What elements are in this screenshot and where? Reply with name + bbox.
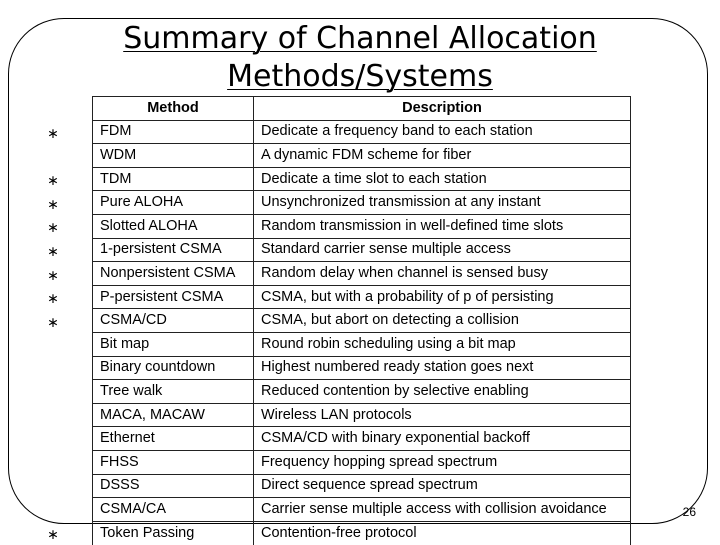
method-cell: Ethernet [93, 427, 254, 451]
table-row [93, 214, 631, 238]
method-cell: Bit map [93, 332, 254, 356]
table-row [93, 191, 631, 215]
description-cell: Random transmission in well-defined time slots [254, 214, 631, 238]
description-cell: CSMA, but abort on detecting a collision [254, 309, 631, 333]
method-cell: DSSS [93, 474, 254, 498]
bullet-marker: ∗ [47, 219, 59, 236]
description-cell: Reduced contention by selective enabling [254, 380, 631, 404]
description-cell: Round robin scheduling using a bit map [254, 332, 631, 356]
bullet-marker: ∗ [47, 172, 59, 189]
bullet-marker: ∗ [47, 290, 59, 307]
column-header-description: Description [254, 97, 631, 121]
table-row [93, 332, 631, 356]
table-row [93, 285, 631, 309]
description-cell: Standard carrier sense multiple access [254, 238, 631, 262]
method-cell: P-persistent CSMA [93, 285, 254, 309]
bullet-marker: ∗ [47, 313, 59, 330]
table-row [93, 521, 631, 545]
table-row [93, 474, 631, 498]
column-header-method: Method [93, 97, 254, 121]
method-cell: CSMA/CA [93, 498, 254, 522]
method-cell: Slotted ALOHA [93, 214, 254, 238]
method-cell: Token Passing [93, 521, 254, 545]
description-cell: Wireless LAN protocols [254, 403, 631, 427]
title-line-1: Summary of Channel Allocation [123, 21, 597, 56]
bullet-marker: ∗ [47, 266, 59, 283]
page-number: 26 [682, 505, 696, 519]
method-cell: CSMA/CD [93, 309, 254, 333]
description-cell: CSMA/CD with binary exponential backoff [254, 427, 631, 451]
method-cell: 1-persistent CSMA [93, 238, 254, 262]
description-cell: Direct sequence spread spectrum [254, 474, 631, 498]
bullet-marker: ∗ [47, 526, 59, 543]
method-cell: Pure ALOHA [93, 191, 254, 215]
method-cell: WDM [93, 144, 254, 168]
table-row [93, 120, 631, 144]
table-row [93, 309, 631, 333]
description-cell: Frequency hopping spread spectrum [254, 450, 631, 474]
bullet-marker: ∗ [47, 195, 59, 212]
description-cell: A dynamic FDM scheme for fiber [254, 144, 631, 168]
description-cell: CSMA, but with a probability of p of persisting [254, 285, 631, 309]
bullet-marker: ∗ [47, 125, 59, 142]
table-row [93, 262, 631, 286]
table-row [93, 380, 631, 404]
description-cell: Carrier sense multiple access with collision avoidance [254, 498, 631, 522]
description-cell: Random delay when channel is sensed busy [254, 262, 631, 286]
method-cell: Tree walk [93, 380, 254, 404]
description-cell: Dedicate a frequency band to each station [254, 120, 631, 144]
description-cell: Unsynchronized transmission at any instant [254, 191, 631, 215]
description-cell: Highest numbered ready station goes next [254, 356, 631, 380]
method-cell: FDM [93, 120, 254, 144]
method-cell: FHSS [93, 450, 254, 474]
method-cell: TDM [93, 167, 254, 191]
method-cell: Nonpersistent CSMA [93, 262, 254, 286]
title-line-2: Methods/Systems [227, 59, 493, 94]
method-cell: Binary countdown [93, 356, 254, 380]
description-cell: Dedicate a time slot to each station [254, 167, 631, 191]
table-row [93, 498, 631, 522]
table-row [93, 167, 631, 191]
bullet-marker: ∗ [47, 243, 59, 260]
table-row [93, 356, 631, 380]
channel-allocation-table [92, 96, 631, 545]
method-cell: MACA, MACAW [93, 403, 254, 427]
table-row [93, 450, 631, 474]
table-row [93, 238, 631, 262]
description-cell: Contention-free protocol [254, 521, 631, 545]
table-row [93, 403, 631, 427]
slide-title [0, 20, 720, 96]
table-header-row [93, 97, 631, 121]
table-row [93, 427, 631, 451]
table-row [93, 144, 631, 168]
